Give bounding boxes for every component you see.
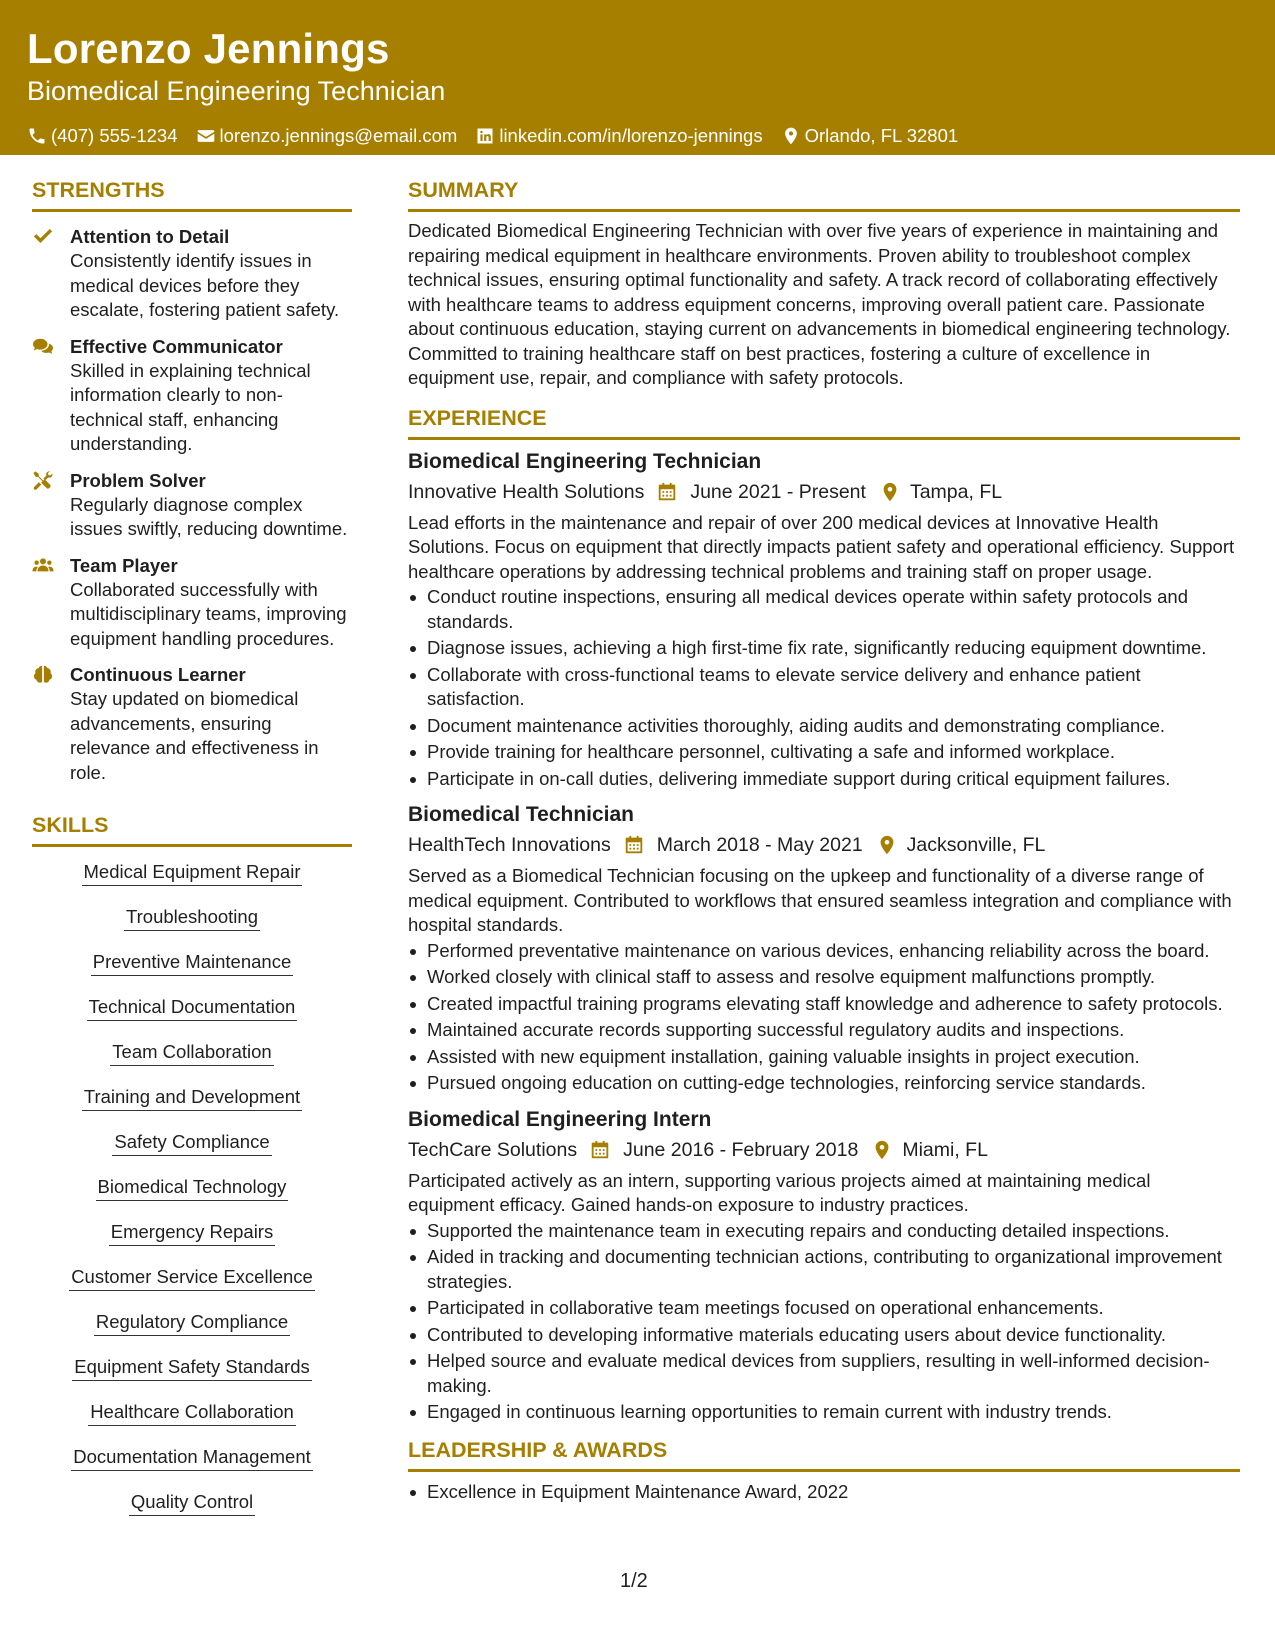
skill-item: Healthcare Collaboration [32,1399,352,1444]
skill-item: Training and Development [32,1084,352,1129]
job-meta [408,477,1240,507]
bullet-item: Diagnose issues, achieving a high first-time fix rate, significantly reducing equipment downtime. [408,636,1240,661]
bullet-item: Document maintenance activities thoroughly, aiding audits and demonstrating compliance. [408,714,1240,739]
section-divider [32,209,352,212]
job-description: Served as a Biomedical Technician focusing on the upkeep and functionality of a diverse range of medical equipment. Contributed to workflows that ensured seamless integration and compliance with hospital standards. [408,865,1232,935]
section-divider [408,209,1240,212]
skill-item: Regulatory Compliance [32,1309,352,1354]
resume-header [0,0,1275,155]
calendar-icon [589,1139,611,1161]
job-company: HealthTech Innovations [408,834,611,856]
contact-bar [27,125,1248,147]
strength-desc: Consistently identify issues in medical devices before they escalate, fostering patient safety. [70,250,340,320]
skill-item: Medical Equipment Repair [32,859,352,904]
job-location: Jacksonville, FL [906,834,1046,856]
email-text: lorenzo.jennings@email.com [219,125,458,146]
job-role: Biomedical Engineering Technician [408,449,762,473]
section-divider [408,437,1240,440]
skill-item: Emergency Repairs [32,1219,352,1264]
bullet-item: Helped source and evaluate medical devices from suppliers, resulting in well-informed decision-making. [408,1349,1240,1398]
job-entry [408,801,1240,1096]
bullet-item: Contributed to developing informative materials educating users about device functionality. [408,1323,1240,1348]
strength-desc: Skilled in explaining technical information clearly to non-technical staff, enhancing understanding. [70,359,311,454]
job-entry [408,1106,1240,1425]
summary-heading: SUMMARY [408,178,519,202]
skill-item: Preventive Maintenance [32,949,352,994]
skill-item: Safety Compliance [32,1129,352,1174]
award-item: Excellence in Equipment Maintenance Award, 2022 [408,1480,1240,1505]
bullet-item: Collaborate with cross-functional teams to elevate service delivery and enhance patient satisfaction. [408,663,1240,712]
job-entry [408,448,1240,792]
right-column [408,175,1240,1506]
skill-item: Team Collaboration [32,1039,352,1084]
contact-linkedin[interactable] [475,125,762,147]
bullet-item: Supported the maintenance team in executing repairs and conducting detailed inspections. [408,1219,1240,1244]
bullet-item: Maintained accurate records supporting successful regulatory audits and inspections. [408,1018,1240,1043]
strength-title: Attention to Detail [70,226,230,247]
bullet-item: Provide training for healthcare personnel, cultivating a safe and informed workplace. [408,740,1240,765]
job-meta [408,1135,1240,1165]
bullet-item: Worked closely with clinical staff to assess and resolve equipment malfunctions promptly. [408,965,1240,990]
users-icon [32,553,70,652]
section-divider [408,1469,1240,1472]
linkedin-text: linkedin.com/in/lorenzo-jennings [499,125,763,146]
job-dates: March 2018 - May 2021 [656,834,863,856]
skill-item: Quality Control [32,1489,352,1534]
phone-text: (407) 555-1234 [51,125,178,146]
experience-heading: EXPERIENCE [408,405,547,430]
job-bullets [408,939,1240,1096]
left-column [32,175,352,1534]
contact-email[interactable] [196,125,458,147]
location-text: Orlando, FL 32801 [804,125,959,146]
bullet-item: Conduct routine inspections, ensuring all medical devices operate within safety protocols and standards. [408,585,1240,634]
skill-item: Documentation Management [32,1444,352,1489]
skill-item: Customer Service Excellence [32,1264,352,1309]
strength-item [32,468,352,542]
strength-desc: Regularly diagnose complex issues swiftly, reducing downtime. [70,493,348,539]
strengths-heading: STRENGTHS [32,178,165,202]
skill-item: Technical Documentation [32,994,352,1039]
strength-desc: Stay updated on biomedical advancements, ensuring relevance and effectiveness in role. [70,688,319,783]
page-number: 1/2 [620,1570,648,1592]
map-pin-icon [879,481,901,503]
bullet-item: Assisted with new equipment installation, gaining valuable insights in project execution. [408,1045,1240,1070]
calendar-icon [623,834,645,856]
job-description: Lead efforts in the maintenance and repair of over 200 medical devices at Innovative Health Solutions. Focus on equipment that directly impacts patient safety and operational efficiency. Support healthcare operations by addressing technical problems and training staff on proper usage. [408,511,1235,582]
strength-item [32,224,352,323]
contact-phone[interactable] [27,125,178,147]
map-pin-icon [876,834,898,856]
bullet-item: Participated in collaborative team meetings focused on operational enhancements. [408,1296,1240,1321]
skill-item: Equipment Safety Standards [32,1354,352,1399]
strength-title: Effective Communicator [70,335,283,357]
strength-title: Continuous Learner [70,664,246,685]
strength-desc: Collaborated successfully with multidisciplinary teams, improving equipment handling procedures. [70,578,347,649]
strength-item [32,553,352,652]
section-divider [32,844,352,847]
strength-title: Problem Solver [70,469,206,491]
skill-item: Troubleshooting [32,904,352,949]
bullet-item: Aided in tracking and documenting technician actions, contributing to organizational improvement strategies. [408,1245,1240,1294]
job-dates: June 2021 - Present [690,480,866,503]
bullet-item: Created impactful training programs elevating staff knowledge and adherence to safety protocols. [408,992,1240,1017]
bullet-item: Engaged in continuous learning opportunities to remain current with industry trends. [408,1400,1240,1425]
job-dates: June 2016 - February 2018 [623,1138,859,1161]
job-description: Participated actively as an intern, supporting various projects aimed at maintaining medical equipment efficacy. Gained hands-on exposure to industry practices. [408,1169,1151,1215]
bullet-item: Pursued ongoing education on cutting-edge technologies, reinforcing service standards. [408,1071,1240,1096]
contact-location [781,125,959,147]
job-meta [408,830,1240,860]
job-company: TechCare Solutions [408,1138,578,1161]
candidate-name: Lorenzo Jennings [27,25,390,72]
job-company: Innovative Health Solutions [408,480,645,503]
map-pin-icon [871,1139,893,1161]
envelope-icon [196,126,216,146]
brain-icon [32,662,70,785]
phone-icon [27,126,47,146]
awards-list [408,1480,1240,1505]
skills-list [32,859,352,1534]
job-bullets [408,585,1240,791]
leadership-heading: LEADERSHIP & AWARDS [408,1437,668,1462]
tools-icon [32,468,70,542]
comments-icon [32,334,70,457]
bullet-item: Participate in on-call duties, delivering immediate support during critical equipment failures. [408,767,1240,792]
job-location: Tampa, FL [909,480,1003,503]
bullet-item: Performed preventative maintenance on various devices, enhancing reliability across the board. [408,939,1240,964]
skills-heading: SKILLS [32,813,109,837]
summary-text: Dedicated Biomedical Engineering Technician with over five years of experience in maintaining and repairing medical equipment in healthcare environments. Proven ability to troubleshoot complex technical issues, ensuring optimal functionality and safety. A track record of collaborating effectively with healthcare teams to address equipment concerns, improving overall patient care. Passionate about continuous education, staying current on advancements in biomedical engineering technology. Committed to training healthcare staff on best practices, fostering a culture of excellence in equipment use, repair, and compliance with safety protocols. [408,220,1231,388]
candidate-title: Biomedical Engineering Technician [27,76,446,106]
calendar-icon [656,481,678,503]
strength-title: Team Player [70,554,178,576]
strength-item [32,662,352,785]
job-role: Biomedical Technician [408,803,635,826]
job-role: Biomedical Engineering Intern [408,1107,712,1131]
linkedin-icon [475,126,495,146]
job-location: Miami, FL [902,1138,988,1161]
skill-item: Biomedical Technology [32,1174,352,1219]
check-icon [32,224,70,323]
map-pin-icon [781,126,801,146]
strength-item [32,334,352,457]
job-bullets [408,1219,1240,1425]
